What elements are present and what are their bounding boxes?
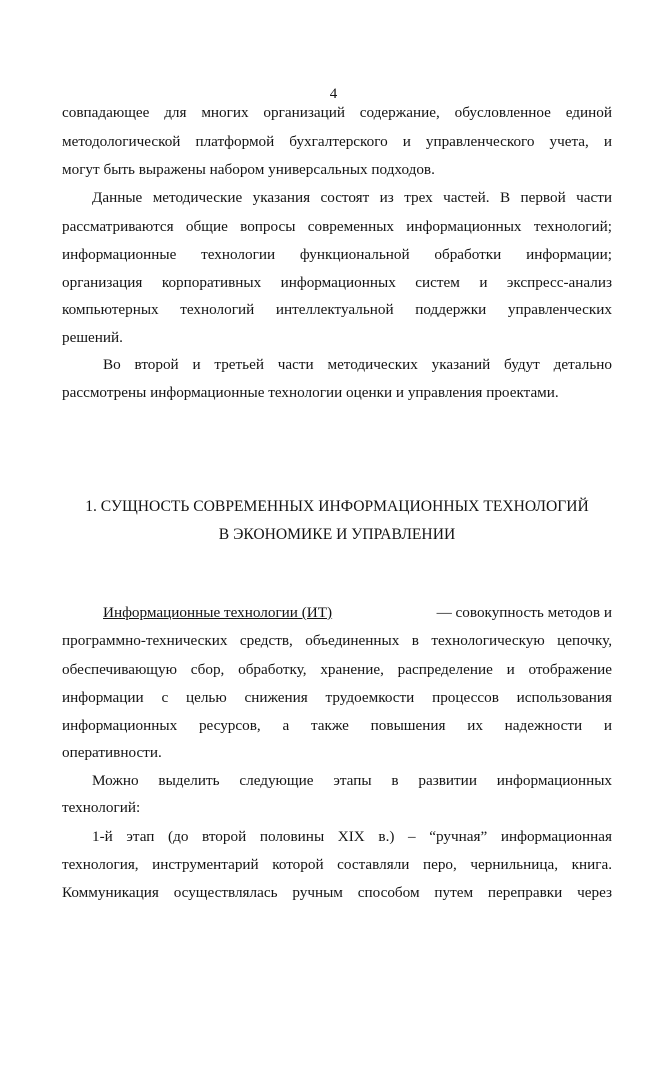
definition-first-line xyxy=(103,603,612,623)
text-line: организация корпоративных информационных систем и экспресс-анализ xyxy=(62,274,612,291)
text-line: 1-й этап (до второй половины XIX в.) – “ручная” информационная xyxy=(92,828,612,845)
text-line: технологий: xyxy=(62,799,141,816)
section-heading-line: 1. СУЩНОСТЬ СОВРЕМЕННЫХ ИНФОРМАЦИОННЫХ ТЕХНОЛОГИЙ xyxy=(85,498,589,515)
text-line: программно-технических средств, объединенных в технологическую цепочку, xyxy=(62,632,612,649)
text-line: технология, инструментарий которой составляли перо, чернильница, книга. xyxy=(62,856,612,873)
text-line: Во второй и третьей части методических указаний будут детально xyxy=(103,356,612,373)
text-line: Данные методические указания состоят из трех частей. В первой части xyxy=(92,189,612,206)
text-line: рассматриваются общие вопросы современных информационных технологий; xyxy=(62,218,612,235)
text-line: могут быть выражены набором универсальных подходов. xyxy=(62,161,435,178)
text-line: обеспечивающую сбор, обработку, хранение, распределение и отображение xyxy=(62,661,612,678)
text-line: компьютерных технологий интеллектуальной поддержки управленческих xyxy=(62,301,612,318)
text-line: Можно выделить следующие этапы в развитии информационных xyxy=(92,772,612,789)
text-line: рассмотрены информационные технологии оценки и управления проектами. xyxy=(62,384,559,401)
text-line: методологической платформой бухгалтерского и управленческого учета, и xyxy=(62,133,612,150)
text-line: информационные технологии функциональной обработки информации; xyxy=(62,246,612,263)
text-line: совпадающее для многих организаций содержание, обусловленное единой xyxy=(62,104,612,121)
text-line: Коммуникация осуществлялась ручным способом путем переправки через xyxy=(62,884,612,901)
page-number: 4 xyxy=(329,86,338,102)
text-line: информации с целью снижения трудоемкости процессов использования xyxy=(62,689,612,706)
definition-term: Информационные технологии (ИТ) xyxy=(103,604,333,621)
section-heading-line: В ЭКОНОМИКЕ И УПРАВЛЕНИИ xyxy=(218,526,456,543)
text-line: оперативности. xyxy=(62,744,162,761)
definition-first-line-rest: — совокупность методов и xyxy=(436,604,612,621)
text-line: информационных ресурсов, а также повышения их надежности и xyxy=(62,717,612,734)
text-line: решений. xyxy=(62,329,123,346)
